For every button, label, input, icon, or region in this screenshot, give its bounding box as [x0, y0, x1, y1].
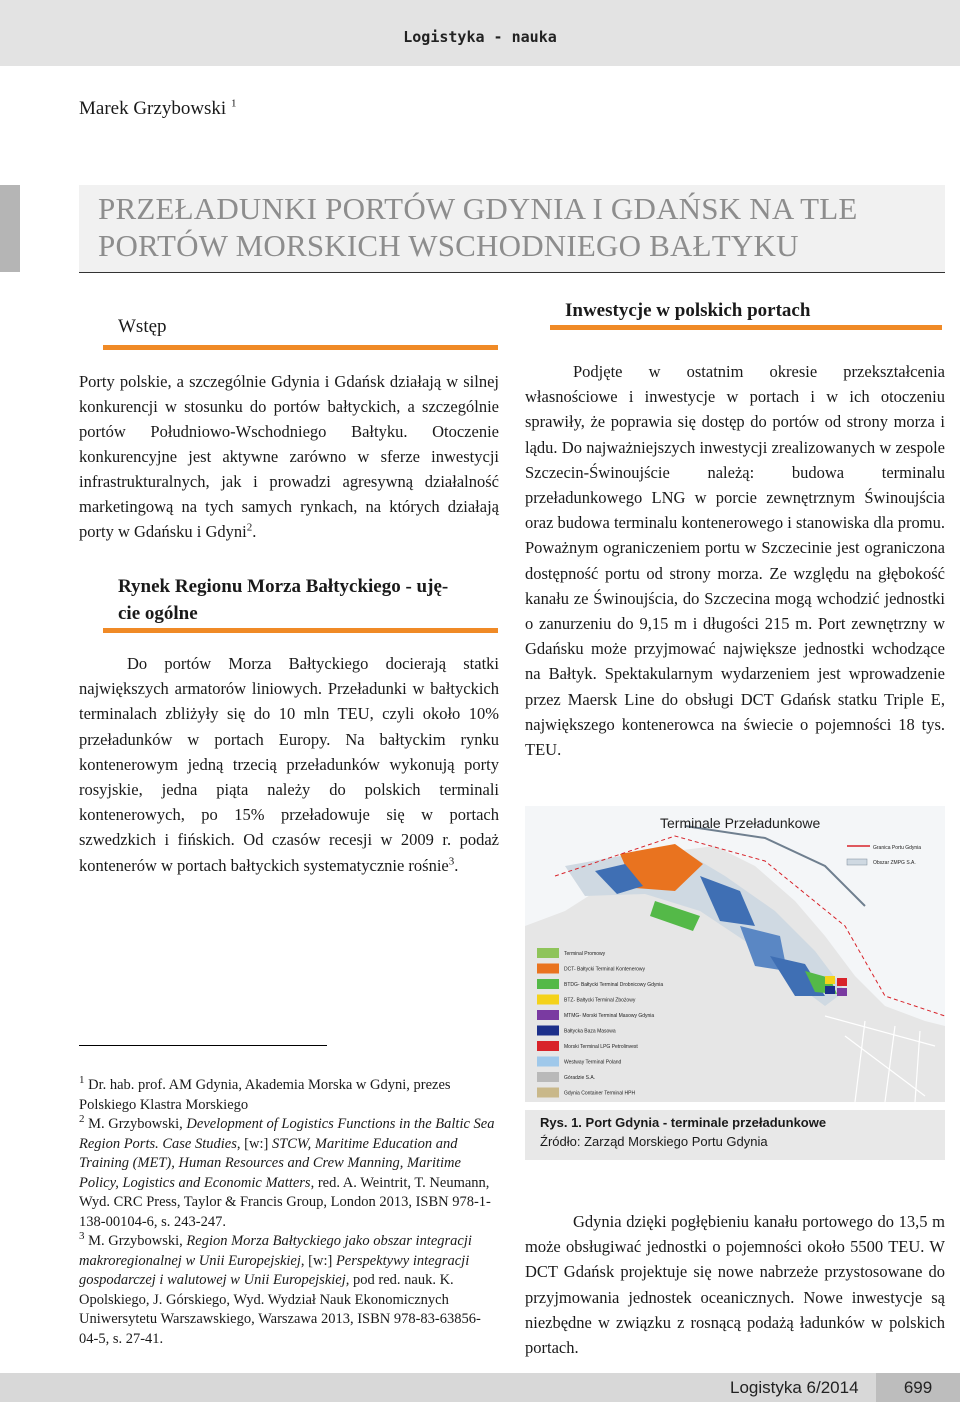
- legend-label: Góradzie S.A.: [564, 1075, 596, 1081]
- invest-heading: Inwestycje w polskich portach: [565, 300, 811, 321]
- invest-heading-underline: [550, 325, 942, 330]
- market-heading-underline: [103, 628, 498, 633]
- article-title: PRZEŁADUNKI PORTÓW GDYNIA I GDAŃSK NA TLE PORTÓW MORSKICH WSCHODNIEGO BAŁTYKU: [98, 191, 858, 263]
- footnote-3: $^3$ M. Grzybowski, Region Morza Bałtyckiego jako obszar integracji makroregionalnej w Unii Europejskiej, [w:] Perspektywy integracji gospodarczej i walutowej w Unii Europejskiej, pod red. nauk. K. Opolskiego, J. Górskiego, Wyd. Wydział Nauk Ekonomicznych Uniwersytetu Warszawskiego, Warszawa 2013, ISBN 978-83-63856-04-5, s. 27-41.: [79, 1230, 481, 1347]
- legend-label: Morski Terminal LPG Petrolinvest: [564, 1044, 638, 1050]
- market-paragraph: Do portów Morza Bałtyckiego docierają statki największych armatorów liniowych. Przeładunki w bałtyckich terminalach zbliżyły się do 10 mln TEU, czyli około 10% przeładunków w portach Europy. Na bałtyckim rynku kontenerowym jedną trzecią przeładunków wykonują porty rosyjskie, jedna piąta należy do polskich terminali kontenerowych, po 15% przeładowuje się w portach szwedzkich i fińskich. Od czasów recesji w 2009 r. podaż kontenerów w portach bałtyckich systematycznie rośnie$^3$.: [79, 654, 499, 875]
- map-title: Terminale Przeładunkowe: [660, 815, 821, 831]
- legend-label: Terminal Promowy: [564, 951, 606, 957]
- legend-label: DCT- Bałtycki Terminal Kontenerowy: [564, 966, 646, 973]
- legend-swatch: [537, 1057, 559, 1067]
- invest-paragraph: Podjęte w ostatnim okresie przekształcenia własnościowe i inwestycje w portach i w ich otoczeniu sprawiły, że poprawia się dostęp do portów od strony morza i lądu. Do najważniejszych inwestycji zrealizowanych w zespole Szczecin-Świnoujście należą: budowa terminalu przeładunkowego LNG w porcie zewnętrznym Świnoujścia oraz budowa terminalu kontenerowego i stanowiska dla promu. Poważnym ograniczeniem portu w Szczecinie jest ograniczona dostępność portu od strony morza. Ze względu na głębokość kanału ze Świnoujścia, do Szczecina mogą wchodzić jednostki o zanurzeniu do 9,15 m i długości 215 m. Port zewnętrzny w Gdańsku może przyjmować największe jednostki wchodzące na Bałtyk. Spektakularnym wydarzeniem jest wprowadzenie przez Maersk Line do obsługi DCT Gdańsk statku Triple E, największego kontenerowca na świecie o pojemności 18 tys. TEU.: [525, 362, 945, 760]
- legend-swatch: [537, 979, 559, 989]
- legend-swatch: [537, 995, 559, 1005]
- footnote-ref-3: 3: [448, 855, 455, 868]
- footnote-rule: [79, 1045, 327, 1046]
- intro-heading-underline: [103, 345, 498, 350]
- svg-text:Obszar ZMPG S.A.: Obszar ZMPG S.A.: [873, 860, 916, 866]
- section-label: Logistyka - nauka: [403, 28, 557, 46]
- gdynia-paragraph: Gdynia dzięki pogłębieniu kanału portowego do 13,5 m może obsługiwać jednostki o pojemności około 5500 TEU. W DCT Gdańsk projektuje się nowe nabrzeże przystosowane do przyjmowania jednostek oceanicznych. Nowe inwestycje są niezbędne w związku z rosnącą podażą ładunków w polskich portach.: [525, 1212, 945, 1358]
- market-heading: Rynek Regionu Morza Bałtyckiego - uję- cie ogólne: [118, 576, 449, 624]
- figure-source: Źródło: Zarząd Morskiego Portu Gdynia: [540, 1134, 768, 1149]
- footnotes: [79, 1076, 499, 1349]
- legend-swatch: [537, 1088, 559, 1098]
- legend-label: Gdynia Container Terminal HPH: [564, 1090, 636, 1097]
- legend-swatch: [537, 1041, 559, 1051]
- intro-paragraph: Porty polskie, a szczególnie Gdynia i Gdańsk działają w silnej konkurencji w stosunku do portów bałtyckich, a szczególnie portów Południowo-Wschodniego Bałtyku. Otoczenie konkurencyjne jest aktywne zarówno w sferze inwestycji infrastrukturalnych, jak i prowadzi agresywną działalność marketingową na tych samych rynkach, na których działają porty w Gdańsku i Gdyni$^2$.: [79, 372, 499, 541]
- figure-caption: Rys. 1. Port Gdynia - terminale przeładunkowe: [540, 1115, 827, 1130]
- author-footnote-ref: 1: [230, 97, 237, 110]
- legend-label: BTZ- Bałtycki Terminal Zbożowy: [564, 997, 636, 1004]
- title-side-tab: [0, 185, 20, 272]
- legend-swatch: [537, 1026, 559, 1036]
- legend-swatch: [537, 948, 559, 958]
- title-rule: [79, 272, 945, 273]
- intro-heading: Wstęp: [118, 316, 167, 337]
- legend-label: Westway Terminal Poland: [564, 1059, 622, 1066]
- author: Marek Grzybowski $^1$: [79, 97, 237, 119]
- svg-text:Granica Portu Gdynia: Granica Portu Gdynia: [873, 845, 922, 851]
- port-terminals-map: [525, 806, 945, 1102]
- footnote-1: $^1$ Dr. hab. prof. AM Gdynia, Akademia Morska w Gdyni, prezes Polskiego Klastra Morskiego: [79, 1074, 451, 1113]
- legend-label: Bałtycka Baza Masowa: [564, 1028, 616, 1035]
- legend-label: MTMG- Morski Terminal Masowy Gdynia: [564, 1013, 655, 1019]
- footnote-2: $^2$ M. Grzybowski, Development of Logistics Functions in the Baltic Sea Region Ports. Case Studies, [w:] STCW, Maritime Education and Training (MET), Human Resources and Crew Manning, Maritime Policy, Logistics and Economic Matters, red. A. Weintrit, T. Neumann, Wyd. CRC Press, Taylor & Francis Group, London 2013, ISBN 978-1-138-00104-6, s. 243-247.: [79, 1113, 495, 1230]
- legend-label: BTDG- Bałtycki Terminal Drobnicowy Gdynia: [564, 982, 664, 988]
- footnote-ref-2: 2: [246, 521, 253, 534]
- legend-swatch: [537, 964, 559, 974]
- page-number: 699: [903, 1378, 933, 1397]
- legend-swatch: [537, 1010, 559, 1020]
- legend-swatch: [537, 1072, 559, 1082]
- journal-issue: Logistyka 6/2014: [730, 1378, 859, 1397]
